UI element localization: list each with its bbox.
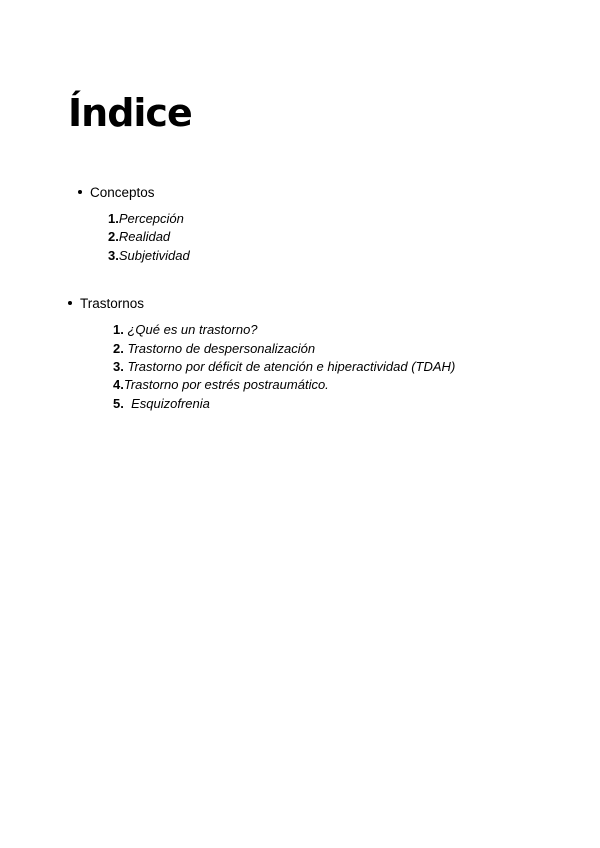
item-text: Percepción [118,211,184,226]
item-text: Subjetividad [118,248,190,263]
item-text: Trastorno por estrés postraumático. [123,377,329,392]
item-number: 1. [113,322,124,337]
bullet-icon [78,190,82,194]
section-conceptos [78,184,155,202]
item-text: Trastorno por déficit de atención e hiperactividad (TDAH) [127,359,456,374]
page-title: Índice [68,91,192,135]
item-number: 3. [108,248,119,263]
item-text: Realidad [118,229,171,244]
item-number: 4. [113,377,124,392]
list-item [108,228,170,246]
list-item [113,376,329,394]
item-number: 1. [108,211,119,226]
item-number: 2. [113,341,124,356]
list-item [113,321,258,339]
item-text: Trastorno de despersonalización [127,341,316,356]
list-item [108,247,190,265]
bullet-icon [68,301,72,305]
item-number: 5. [113,396,124,411]
list-item [113,395,210,413]
item-text: ¿Qué es un trastorno? [127,322,258,337]
list-item [113,340,315,358]
section-label: Trastornos [80,296,145,311]
section-label: Conceptos [90,185,155,200]
item-number: 3. [113,359,124,374]
section-trastornos [68,295,144,313]
item-number: 2. [108,229,119,244]
list-item [108,210,184,228]
item-text: Esquizofrenia [131,396,210,411]
list-item [113,358,455,376]
